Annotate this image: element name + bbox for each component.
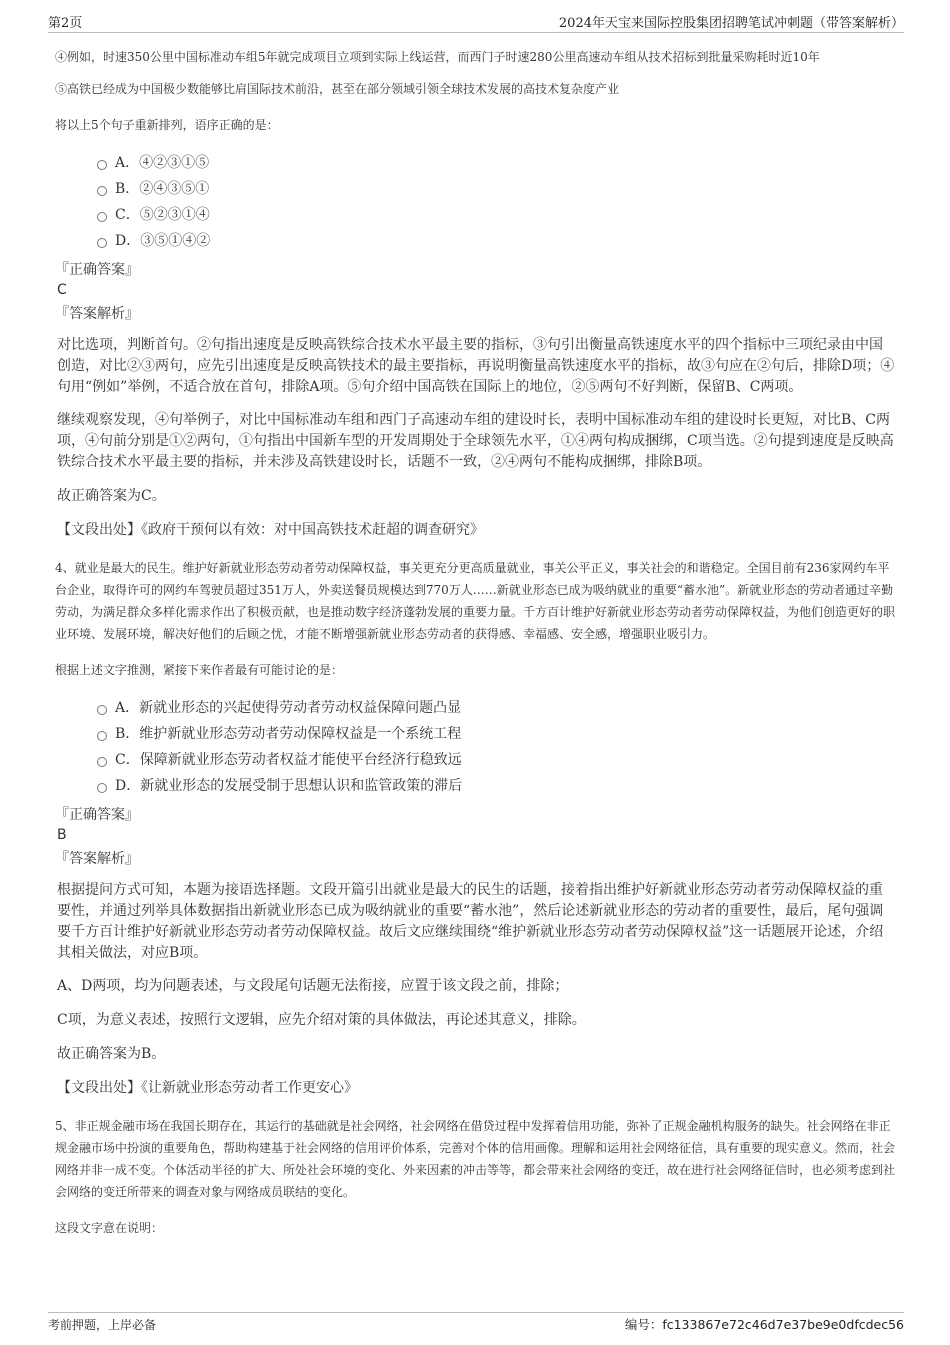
q3-analysis-p3: 故正确答案为C。 bbox=[57, 488, 166, 504]
page-header bbox=[48, 12, 904, 33]
q4-option-c[interactable]: C．保障新就业形态劳动者权益才能使平台经济行稳致远 bbox=[97, 747, 895, 773]
q5-prompt: 这段文字意在说明： bbox=[55, 1221, 164, 1235]
document-title: 2024年天宝来国际控股集团招聘笔试冲刺题（带答案解析） bbox=[558, 16, 904, 31]
q4-prompt: 根据上述文字推测，紧接下来作者最有可能讨论的是： bbox=[55, 663, 344, 677]
radio-icon[interactable] bbox=[97, 757, 107, 767]
page-footer bbox=[48, 1312, 904, 1335]
page-content bbox=[55, 46, 895, 1253]
q4-source: 【文段出处】《让新就业形态劳动者工作更安心》 bbox=[57, 1080, 358, 1096]
document-code: 编号：fc133867e72c46d7e37be9e0dfcdec56 bbox=[624, 1317, 904, 1332]
radio-icon[interactable] bbox=[97, 705, 107, 715]
radio-icon[interactable] bbox=[97, 238, 107, 248]
q3-analysis-p2: 继续观察发现，④句举例子，对比中国标准动车组和西门子高速动车组的建设时长，表明中国标准动车组的建设时长更短，对比B、C两项，④句前分别是①②两句，①句指出中国新车型的开发周期处于全球领先水平，①④两句构成捆绑，C项当选。②句提到速度是反映高铁综合技术水平最主要的指标，并未涉及高铁建设时长，话题不一致，②④两句不能构成捆绑，排除B项。 bbox=[57, 412, 894, 470]
q3-sentence-4: ④例如，时速350公里中国标准动车组5年就完成项目立项到实际上线运营，而西门子时速280公里高速动车组从技术招标到批量采购耗时近10年 bbox=[55, 50, 820, 64]
radio-icon[interactable] bbox=[97, 783, 107, 793]
q3-source: 【文段出处】《政府干预何以有效：对中国高铁技术赶超的调查研究》 bbox=[57, 522, 484, 538]
q4-analysis-p1: 根据提问方式可知，本题为接语选择题。文段开篇引出就业是最大的民生的话题，接着指出维护好新就业形态劳动者劳动保障权益的重要性，并通过列举具体数据指出新就业形态已成为吸纳就业的重要“蓄水池”，然后论述新就业形态的劳动者的重要性，最后，尾句强调要千方百计维护好新就业形态劳动者劳动保障权益。故后文应继续围绕“维护新就业形态劳动者劳动保障权益”这一话题展开论述，介绍其相关做法，对应B项。 bbox=[57, 882, 884, 961]
radio-icon[interactable] bbox=[97, 160, 107, 170]
q3-prompt: 将以上5个句子重新排列，语序正确的是： bbox=[55, 118, 279, 132]
q3-option-b[interactable]: B．②④③⑤① bbox=[97, 176, 895, 202]
q4-analysis-p2: A、D两项，均为问题表述，与文段尾句话题无法衔接，应置于该文段之前，排除； bbox=[57, 978, 569, 994]
footer-slogan: 考前押题，上岸必备 bbox=[48, 1318, 157, 1332]
q3-option-c[interactable]: C．⑤②③①④ bbox=[97, 202, 895, 228]
q3-answer: C bbox=[57, 282, 67, 298]
radio-icon[interactable] bbox=[97, 186, 107, 196]
q4-stem: 4、就业是最大的民生。维护好新就业形态劳动者劳动保障权益，事关更充分更高质量就业，事关公平正义，事关社会的和谐稳定。全国目前有236家网约车平台企业，取得许可的网约车驾驶员超过351万人，外卖送餐员规模达到770万人……新就业形态已成为吸纳就业的重要“蓄水池”。新就业形态的劳动者通过辛勤劳动，为满足群众多样化需求作出了积极贡献，也是推动数字经济蓬勃发展的重要力量。千方百计维护好新就业形态劳动者劳动保障权益，为他们创造更好的职业环境、发展环境，解决好他们的后顾之忧，才能不断增强新就业形态劳动者的获得感、幸福感、安全感，增强职业吸引力。 bbox=[55, 561, 896, 641]
radio-icon[interactable] bbox=[97, 212, 107, 222]
radio-icon[interactable] bbox=[97, 731, 107, 741]
q3-sentence-5: ⑤高铁已经成为中国极少数能够比肩国际技术前沿，甚至在部分领域引领全球技术发展的高技术复杂度产业 bbox=[55, 82, 620, 96]
page-number: 第2页 bbox=[48, 16, 83, 31]
q3-option-a[interactable]: A．④②③①⑤ bbox=[97, 150, 895, 176]
q3-analysis-label: 『答案解析』 bbox=[55, 306, 139, 322]
q4-answer-label: 『正确答案』 bbox=[55, 807, 139, 823]
q4-option-b[interactable]: B．维护新就业形态劳动者劳动保障权益是一个系统工程 bbox=[97, 721, 895, 747]
q4-analysis-p3: C项，为意义表述，按照行文逻辑，应先介绍对策的具体做法，再论述其意义，排除。 bbox=[57, 1012, 586, 1028]
q4-analysis-label: 『答案解析』 bbox=[55, 851, 139, 867]
q4-option-a[interactable]: A．新就业形态的兴起使得劳动者劳动权益保障问题凸显 bbox=[97, 695, 895, 721]
q3-analysis-p1: 对比选项，判断首句。②句指出速度是反映高铁综合技术水平最主要的指标，③句引出衡量高铁速度水平的四个指标中三项纪录由中国创造，对比②③两句，应先引出速度是反映高铁技术的最主要指标，再说明衡量高铁速度水平的指标，故③句应在②句后，排除D项；④句用“例如”举例，不适合放在首句，排除A项。⑤句介绍中国高铁在国际上的地位，②⑤两句不好判断，保留B、C两项。 bbox=[57, 337, 895, 395]
q4-answer: B bbox=[57, 827, 67, 843]
q4-option-d[interactable]: D．新就业形态的发展受制于思想认识和监管政策的滞后 bbox=[97, 773, 895, 799]
q4-analysis-p4: 故正确答案为B。 bbox=[57, 1046, 166, 1062]
q5-stem: 5、非正规金融市场在我国长期存在，其运行的基础就是社会网络，社会网络在借贷过程中发挥着信用功能，弥补了正规金融机构服务的缺失。社会网络在非正规金融市场中扮演的重要角色，帮助构建基于社会网络的信用评价体系，完善对个体的信用画像。理解和运用社会网络征信，具有重要的现实意义。然而，社会网络并非一成不变。个体活动半径的扩大、所处社会环境的变化、外来因素的冲击等等，都会带来社会网络的变迁，故在进行社会网络征信时，也必须考虑到社会网络的变迁所带来的调查对象与网络成员联结的变化。 bbox=[55, 1119, 896, 1199]
q3-answer-label: 『正确答案』 bbox=[55, 262, 139, 278]
q4-options bbox=[97, 695, 895, 799]
q3-options bbox=[97, 150, 895, 254]
q3-option-d[interactable]: D．③⑤①④② bbox=[97, 228, 895, 254]
